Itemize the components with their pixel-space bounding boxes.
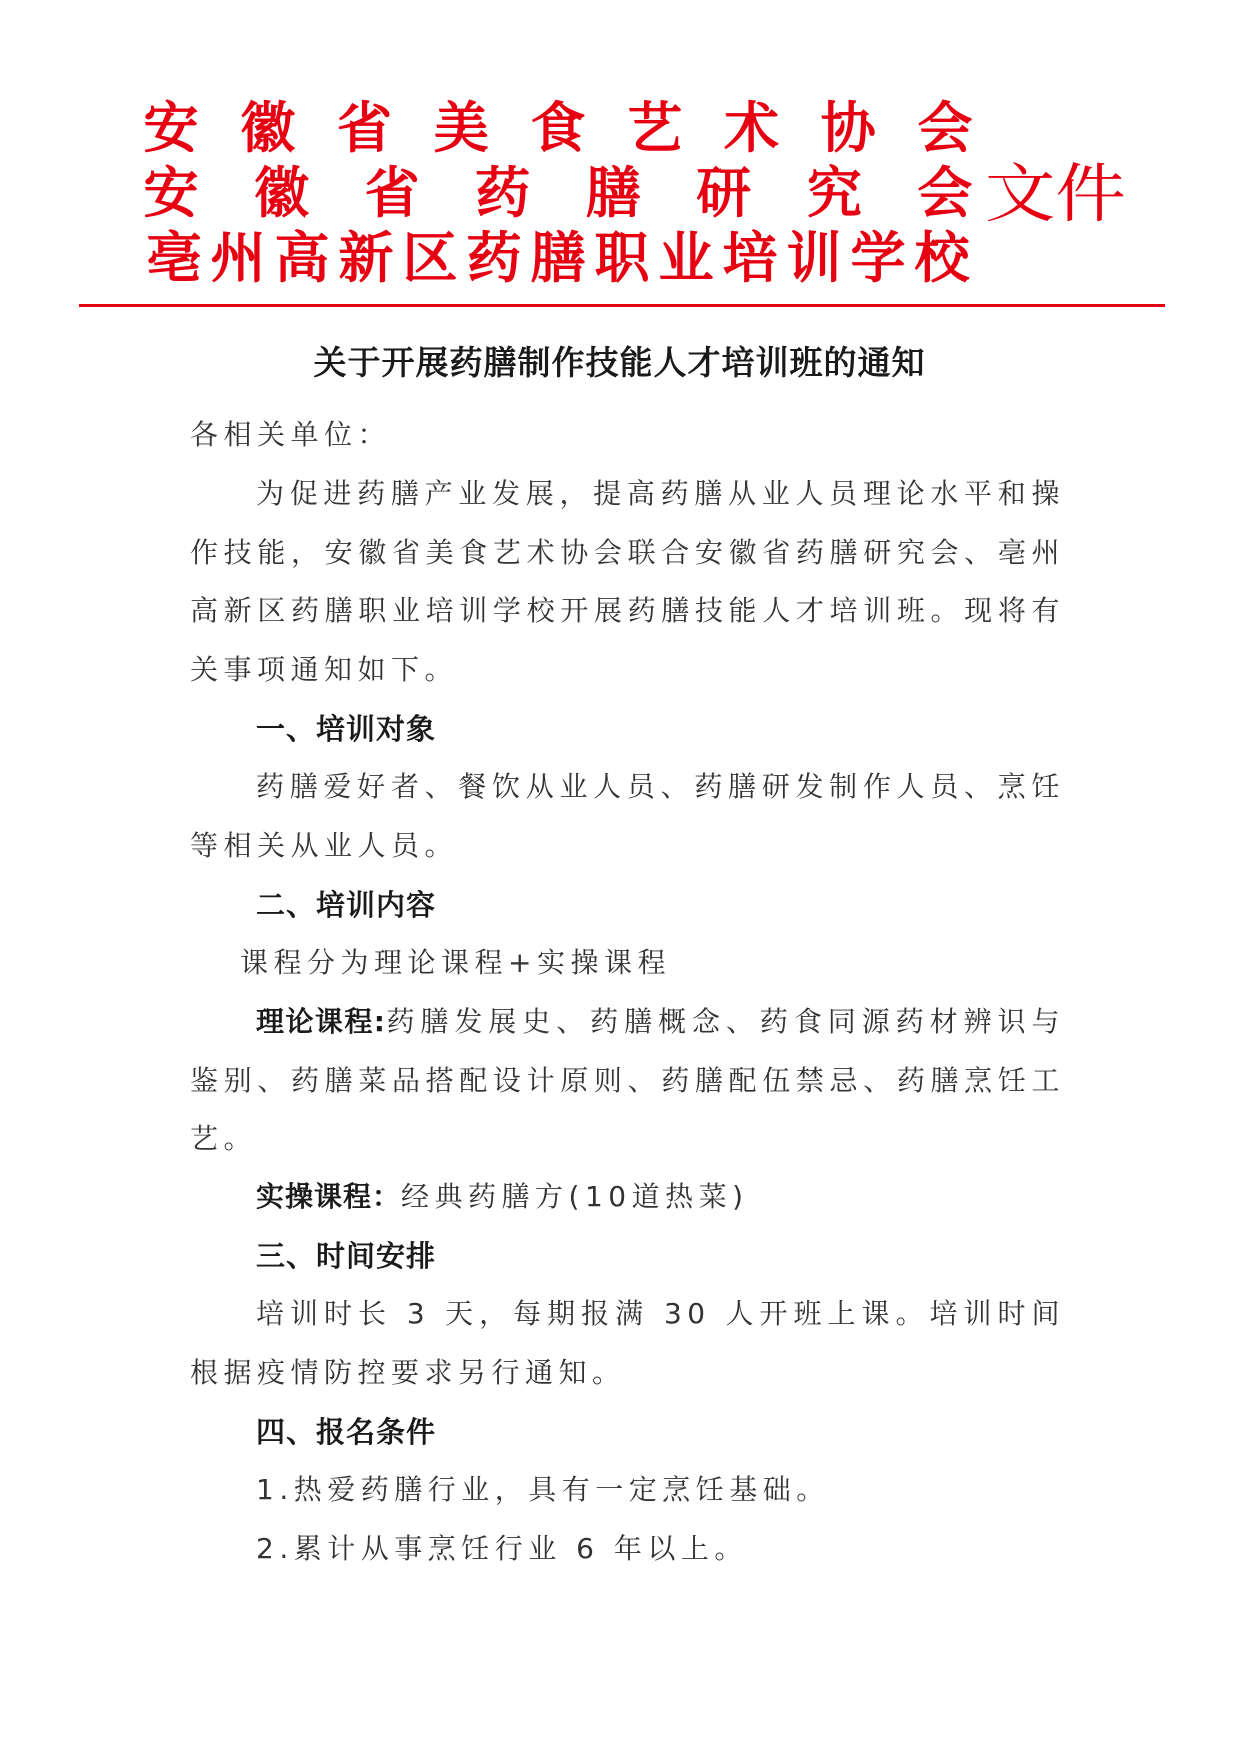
practice-course-paragraph	[190, 1168, 1065, 1227]
letterhead-char: 安	[143, 160, 199, 225]
letterhead-char: 术	[723, 95, 779, 160]
letterhead-char: 食	[530, 95, 586, 160]
letterhead-char: 区	[402, 225, 458, 290]
letterhead-char: 新	[338, 225, 394, 290]
letterhead-char: 职	[594, 225, 650, 290]
section-body-schedule: 培训时长 3 天，每期报满 30 人开班上课。培训时间根据疫情防控要求另行通知。	[190, 1297, 1065, 1389]
letterhead-divider	[79, 304, 1165, 307]
letterhead-org-1	[143, 95, 973, 160]
letterhead-char: 省	[364, 160, 420, 225]
letterhead-char: 药	[475, 160, 531, 225]
practice-course-label: 实操课程：	[256, 1180, 402, 1213]
course-summary: 课程分为理论课程+实操课程	[240, 946, 671, 979]
letterhead-char: 徽	[254, 160, 310, 225]
letterhead-char: 徽	[240, 95, 296, 160]
requirement-item: 1.热爱药膳行业，具有一定烹饪基础。	[256, 1473, 830, 1506]
letterhead-suffix: 文件	[985, 158, 1126, 232]
section-heading-content: 二、培训内容	[256, 888, 437, 922]
letterhead-char: 培	[722, 225, 778, 290]
section-body-target-audience: 药膳爱好者、餐饮从业人员、药膳研发制作人员、烹饪等相关从业人员。	[190, 770, 1065, 862]
letterhead-char: 艺	[627, 95, 683, 160]
letterhead-char: 学	[850, 225, 906, 290]
letterhead-char: 安	[143, 95, 199, 160]
letterhead-char: 训	[786, 225, 842, 290]
letterhead-char: 美	[433, 95, 489, 160]
letterhead-char: 协	[820, 95, 876, 160]
theory-course-paragraph	[190, 993, 1065, 1169]
letterhead-char: 究	[806, 160, 862, 225]
theory-course-text: 药膳发展史、药膳概念、药食同源药材辨识与鉴别、药膳菜品搭配设计原则、药膳配伍禁忌、药膳烹饪工艺。	[190, 1005, 1065, 1155]
letterhead	[143, 95, 973, 294]
letterhead-char: 亳	[146, 225, 202, 290]
letterhead-char: 会	[917, 95, 973, 160]
letterhead-char: 省	[336, 95, 392, 160]
letterhead-char: 膳	[585, 160, 641, 225]
letterhead-char: 药	[466, 225, 522, 290]
letterhead-char: 膳	[530, 225, 586, 290]
section-heading-schedule: 三、时间安排	[256, 1239, 437, 1273]
theory-course-label: 理论课程:	[256, 1005, 386, 1038]
practice-course-text: 经典药膳方(10道热菜)	[401, 1180, 749, 1213]
section-heading-requirements: 四、报名条件	[256, 1415, 437, 1449]
letterhead-char: 研	[696, 160, 752, 225]
intro-paragraph: 为促进药膳产业发展，提高药膳从业人员理论水平和操作技能，安徽省美食艺术协会联合安徽省药膳研究会、亳州高新区药膳职业培训学校开展药膳技能人才培训班。现将有关事项通知如下。	[190, 477, 1065, 686]
document-title: 关于开展药膳制作技能人才培训班的通知	[313, 343, 926, 382]
letterhead-char: 会	[917, 160, 973, 225]
letterhead-char: 高	[274, 225, 330, 290]
letterhead-char: 业	[658, 225, 714, 290]
letterhead-char: 州	[210, 225, 266, 290]
letterhead-org-3	[143, 225, 973, 290]
salutation: 各相关单位：	[190, 418, 392, 451]
section-heading-target-audience: 一、培训对象	[256, 712, 437, 746]
letterhead-org-2	[143, 160, 973, 225]
letterhead-char: 校	[914, 225, 970, 290]
requirement-item: 2.累计从事烹饪行业 6 年以上。	[256, 1532, 748, 1565]
